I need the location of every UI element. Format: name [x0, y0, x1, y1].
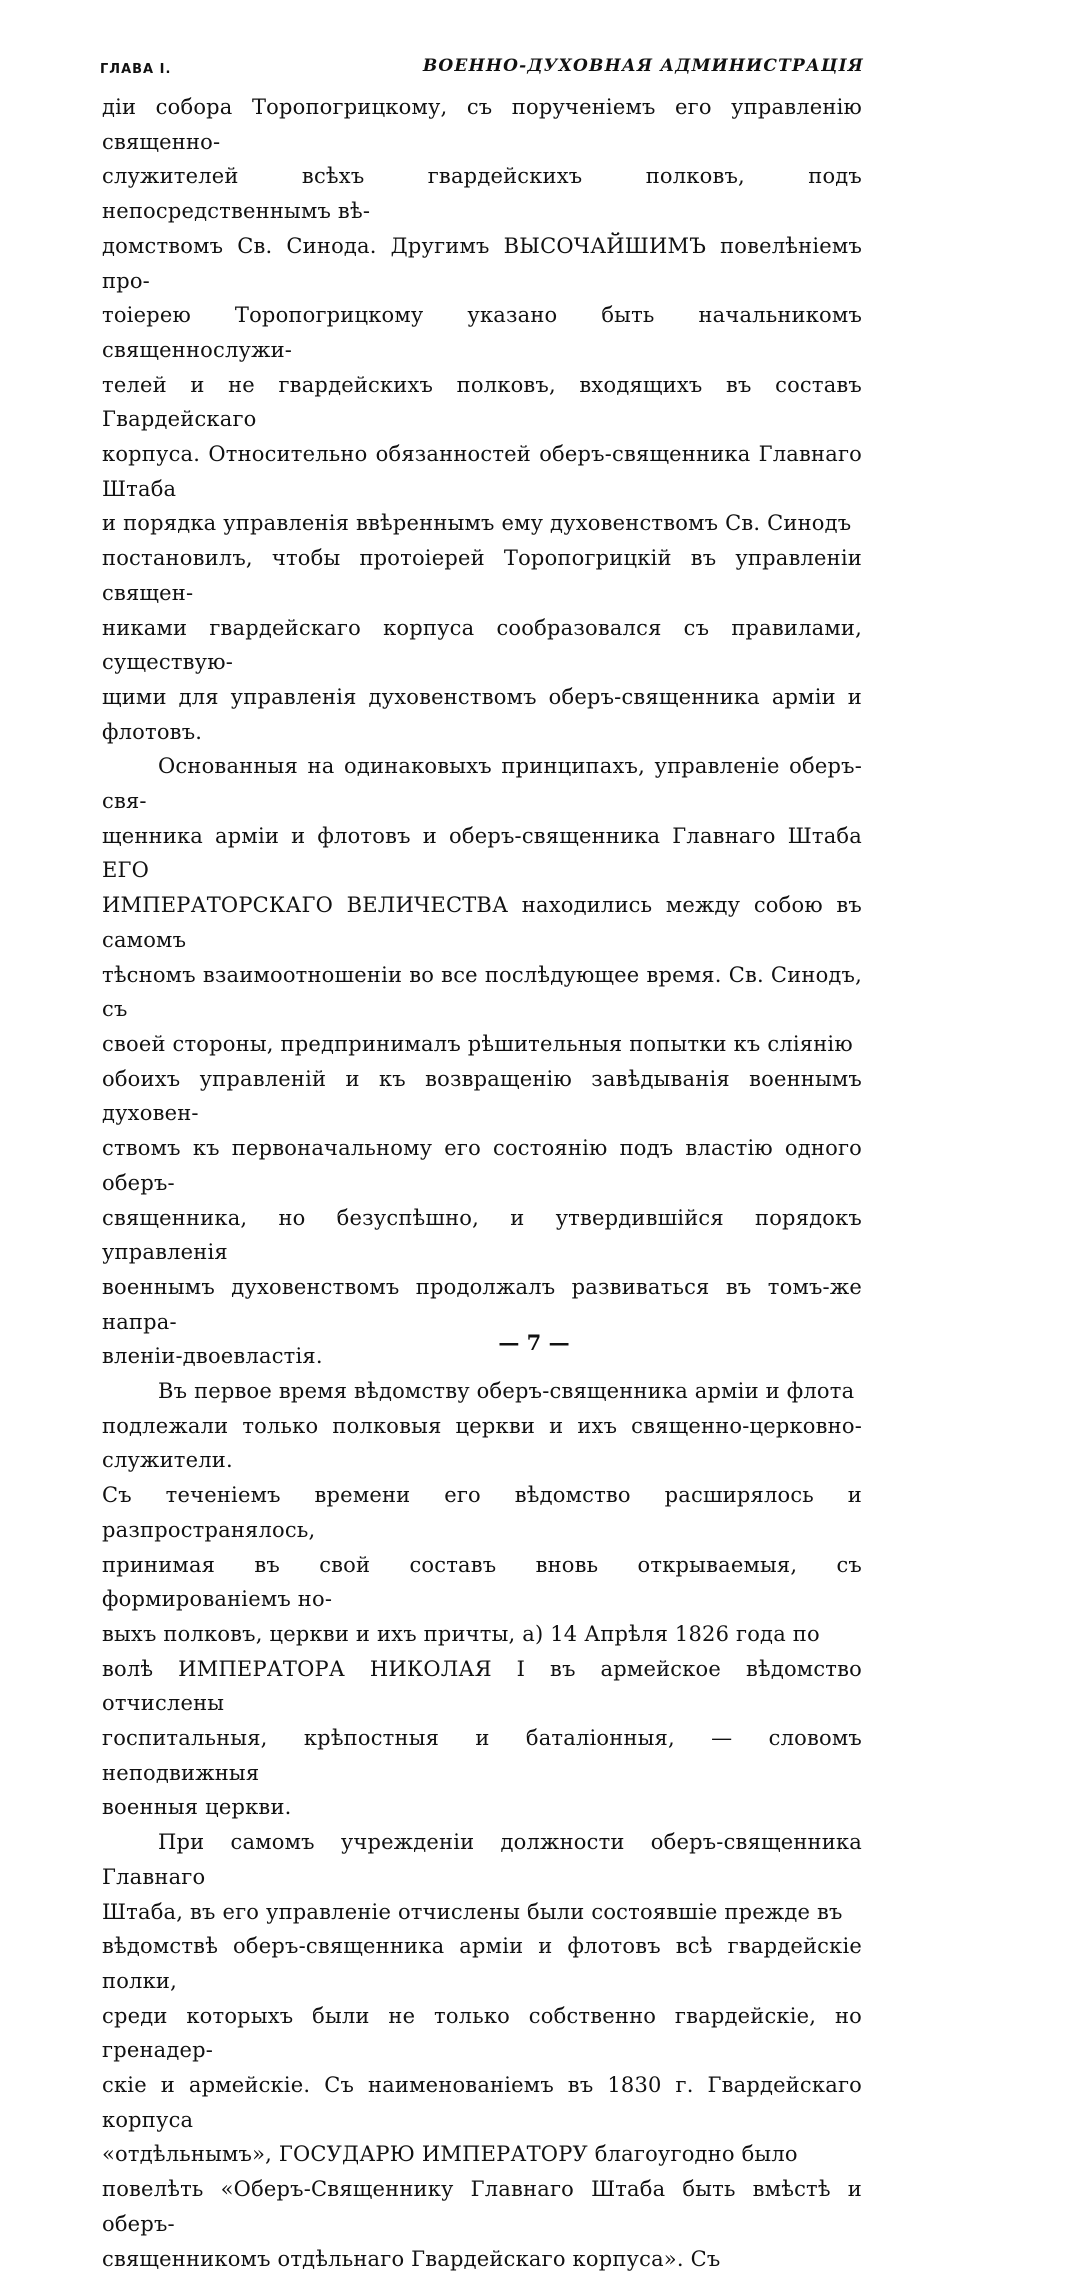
- paragraph: Въ первое время вѣдомству оберъ-священника арміи и флота подлежали только полковыя церкви и ихъ священно-церковно-служители. Съ теченіемъ времени его вѣдомство расширялось и разпространялось, принимая въ свой составъ вновь открываемыя, съ формированіемъ но- выхъ полковъ, церкви и ихъ причты, а) 14 Апрѣля 1826 года по волѣ ИМПЕРАТОРА НИКОЛАЯ I въ армейское вѣдомство отчислены госпитальныя, крѣпостныя и баталіонныя, — словомъ неподвижныя военныя церкви.: [102, 1379, 862, 1820]
- paragraph: Основанныя на одинаковыхъ принципахъ, управленіе оберъ-свя- щенника арміи и флотовъ и оберъ-священника Главнаго Штаба ЕГО ИМПЕРАТОРСКАГО ВЕЛИЧЕСТВА находились между собою въ самомъ тѣсномъ взаимоотношеніи во все послѣдующее время. Св. Синодъ, съ своей стороны, предпринималъ рѣшительныя попытки къ сліянію обоихъ управленій и къ возвращенію завѣдыванія военнымъ духовен- ствомъ къ первоначальному его состоянію подъ властію одного оберъ- священника, но безуспѣшно, и утвердившійся порядокъ управленія военнымъ духовенствомъ продолжалъ развиваться въ томъ-же напра- вленіи-двоевластія.: [102, 754, 862, 1369]
- running-title: ВОЕННО-ДУХОВНАЯ АДМИНИСТРАЦІЯ: [422, 56, 864, 76]
- running-header: [100, 56, 864, 86]
- paragraph: При самомъ учрежденіи должности оберъ-священника Главнаго Штаба, въ его управленіе отчислены были состоявшіе прежде въ вѣдомствѣ оберъ-священника арміи и флотовъ всѣ гвардейскіе полки, среди которыхъ были не только собственно гвардейскіе, но гренадер- скіе и армейскіе. Съ наименованіемъ въ 1830 г. Гвардейскаго корпуса «отдѣльнымъ», ГОСУДАРЮ ИМПЕРАТОРУ благоугодно было повелѣть «Оберъ-Священнику Главнаго Штаба быть вмѣстѣ и оберъ- священникомъ отдѣльнаго Гвардейскаго корпуса». Съ: [102, 1830, 862, 2271]
- body-text: [102, 90, 862, 2276]
- paragraph-continued: діи собора Торопогрицкому, съ порученіемъ его управленію священно- служителей всѣхъ гвардейскихъ полковъ, подъ непосредственнымъ вѣ- домствомъ Св. Синода. Другимъ ВЫСОЧАЙШИМЪ повелѣніемъ про- тоіерею Торопогрицкому указано быть начальникомъ священнослужи- телей и не гвардейскихъ полковъ, входящихъ въ составъ Гвардейскаго корпуса. Относительно обязанностей оберъ-священника Главнаго Штаба и порядка управленія ввѣреннымъ ему духовенствомъ Св. Синодъ постановилъ, чтобы протоіерей Торопогрицкій въ управленіи священ- никами гвардейскаго корпуса сообразовался съ правилами, существую- щими для управленія духовенствомъ оберъ-священника арміи и флотовъ.: [102, 95, 862, 744]
- page-number: — 7 —: [498, 1330, 570, 1355]
- chapter-label: ГЛАВА I.: [100, 62, 172, 77]
